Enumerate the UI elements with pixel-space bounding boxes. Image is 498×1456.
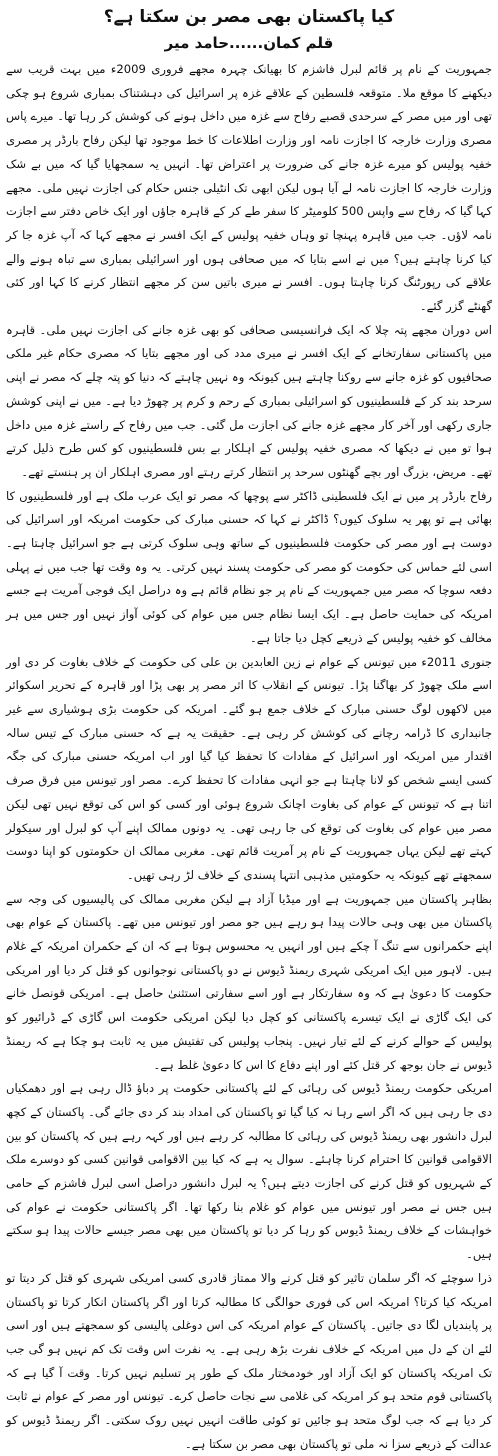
article-paragraph: جمہوریت کے نام پر قائم لبرل فاشزم کا بھیانک چہرہ مجھے فروری 2009ء میں بہت قریب سے دیکھنے کا موقع ملا۔ متوقعہ فلسطین کے علاقے غزہ پر اسرائیل کی دہشتناک بمباری شروع ہو چکی تھی اور میں مصر کے سرحدی قصبے رفاح سے غزہ میں داخل ہونے کی کوشش کر رہا تھا۔ میرے پاس مصری وزارت خارجہ کا اجازت نامہ اور وزارت اطلاعات کا خط موجود تھا لیکن رفاح بارڈر پر مصری خفیہ پولیس کو میرے غزہ جانے کی ضرورت پر اعتراض تھا۔ انہیں یہ سمجھایا گیا کہ میں بے شک وزارت خارجہ کا اجازت نامہ لے آیا ہوں لیکن ابھی تک انٹیلی جنس حکام کی اجازت نہیں ملی۔ مجھے کہا گیا کہ رفاح سے واپس 500 کلومیٹر کا سفر طے کر کے قاہرہ جاؤں اور ایک خاص دفتر سے اجازت نامہ لاؤں۔ جب میں قاہرہ پہنچا تو وہاں خفیہ پولیس کے ایک افسر نے مجھے کہا کہ آپ غزہ جا کر کیا کرنا چاہتے ہیں؟ میں نے اسے بتایا کہ میں صحافی ہوں اور اسرائیلی بمباری سے تباہ ہونے والے علاقے کی رپورٹنگ کرنا چاہتا ہوں۔ افسر نے میری باتیں سن کر مجھے انتظار کرنے کا کہا اور کئی گھنٹے گزر گئے۔ [6,62,492,314]
article-paragraph: ذرا سوچئے کہ اگر سلمان تاثیر کو قتل کرنے والا ممتاز قادری کسی امریکی شہری کو قتل کر دیتا تو امریکہ کیا کرتا؟ امریکہ اس کی فوری حوالگی کا مطالبہ کرتا اور اگر پاکستان انکار کرتا تو پاکستان پر پابندیاں لگا دی جاتیں۔ پاکستان کے عوام امریکہ کی اس دوغلی پالیسی کو سمجھتے ہیں اور اسی لئے ان کے دل میں امریکہ کے خلاف نفرت بڑھ رہی ہے۔ یہ نفرت اس وقت تک کم نہیں ہو گی جب تک امریکہ پاکستان کو ایک آزاد اور خودمختار ملک کے طور پر تسلیم نہیں کرتا۔ وقت آ گیا ہے کہ پاکستانی قوم متحد ہو کر امریکہ کی غلامی سے نجات حاصل کرے۔ تیونس اور مصر کے عوام نے ثابت کر دیا ہے کہ جب لوگ متحد ہو جائیں تو کوئی طاقت انہیں نہیں روک سکتی۔ اگر ریمنڈ ڈیوس کو عدالت کے ذریعے سزا نہ ملی تو پاکستان بھی مصر بن سکتا ہے۔ [6,1270,492,1451]
article-paragraph: امریکی حکومت ریمنڈ ڈیوس کی رہائی کے لئے پاکستانی حکومت پر دباؤ ڈال رہی ہے اور دھمکیاں دی جا رہی ہیں کہ اگر اسے رہا نہ کیا گیا تو پاکستان کی امداد بند کر دی جائے گی۔ پاکستان کے کچھ لبرل دانشور بھی ریمنڈ ڈیوس کی رہائی کا مطالبہ کر رہے ہیں اور کہہ رہے ہیں کہ پاکستان کو بین الاقوامی قوانین کا احترام کرنا چاہئے۔ سوال یہ ہے کہ کیا بین الاقوامی قوانین کسی کو دوسرے ملک کے شہریوں کو قتل کرنے کی اجازت دیتے ہیں؟ یہ لبرل دانشور دراصل اسی لبرل فاشزم کے حامی ہیں جس نے مصر اور تیونس میں عوام کو غلام بنا رکھا تھا۔ اگر پاکستانی حکومت نے عوام کی خواہشات کے خلاف ریمنڈ ڈیوس کو رہا کر دیا تو پاکستان میں بھی مصر جیسے حالات پیدا ہو سکتے ہیں۔ [6,1081,492,1262]
article-byline: قلم کمان......حامد میر [164,34,334,52]
article-paragraph: اس دوران مجھے پتہ چلا کہ ایک فرانسیسی صحافی کو بھی غزہ جانے کی اجازت نہیں ملی۔ قاہرہ میں پاکستانی سفارتخانے کے ایک افسر نے میری مدد کی اور مجھے بتایا کہ مصری حکام غیر ملکی صحافیوں کو غزہ جانے سے روکنا چاہتے ہیں کیونکہ وہ نہیں چاہتے کہ دنیا کو پتہ چلے کہ مصر نے اپنی سرحد بند کر کے فلسطینیوں کو اسرائیلی بمباری کے رحم و کرم پر چھوڑ دیا ہے۔ میں نے اپنی کوشش جاری رکھی اور آخر کار مجھے غزہ جانے کی اجازت مل گئی۔ جب میں رفاح کے راستے غزہ میں داخل ہوا تو میں نے دیکھا کہ مصری خفیہ پولیس کے اہلکار بے بس فلسطینیوں کو کس طرح ذلیل کرتے تھے۔ مریض، بزرگ اور بچے گھنٹوں سرحد پر انتظار کرتے رہتے اور مصری اہلکار ان پر ہنستے تھے۔ [6,322,492,479]
article-body [6,58,492,1456]
article-headline: کیا پاکستان بھی مصر بن سکتا ہے؟ [103,7,395,27]
article-paragraph: جنوری 2011ء میں تیونس کے عوام نے زین العابدین بن علی کی حکومت کے خلاف بغاوت کر دی اور اسے ملک چھوڑ کر بھاگنا پڑا۔ تیونس کے انقلاب کا اثر مصر پر بھی پڑا اور قاہرہ کے تحریر اسکوائر میں لاکھوں لوگ حسنی مبارک کے خلاف جمع ہو گئے۔ امریکہ کی حکومت بڑی ہوشیاری سے غیر جانبداری کا ڈرامہ رچانے کی کوشش کر رہی ہے۔ حقیقت یہ ہے کہ حسنی مبارک کے تیس سالہ اقتدار میں امریکہ اور اسرائیل کے مفادات کا تحفظ کیا گیا اور اب امریکہ حسنی مبارک کی جگہ کسی ایسے شخص کو لانا چاہتا ہے جو انہی مفادات کا تحفظ کرے۔ مصر اور تیونس میں فرق صرف اتنا ہے کہ تیونس کے عوام کی بغاوت اچانک شروع ہوئی اور کسی کو اس کی توقع نہیں تھی لیکن مصر میں عوام کی بغاوت کی توقع کی جا رہی تھی۔ یہ دونوں ممالک اپنے آپ کو لبرل اور سیکولر کہتے تھے لیکن یہاں جمہوریت کے نام پر آمریت قائم تھی۔ مغربی ممالک ان حکومتوں کو اپنا دوست سمجھتے تھے کیونکہ یہ حکومتیں مذہبی انتہا پسندی کے خلاف لڑ رہی تھیں۔ [6,654,492,882]
article-paragraph: رفاح بارڈر پر میں نے ایک فلسطینی ڈاکٹر سے پوچھا کہ مصر تو ایک عرب ملک ہے اور فلسطینیوں کا بھائی ہے تو پھر یہ سلوک کیوں؟ ڈاکٹر نے کہا کہ حسنی مبارک کی حکومت امریکہ اور اسرائیل کی دوست ہے اور مصر کی حکومت فلسطینیوں کے ساتھ وہی سلوک کرتی ہے جو اسرائیل چاہتا ہے۔ اسی لئے حماس کی حکومت کو مصر کی حکومت پسند نہیں کرتی۔ یہ وہ وقت تھا جب میں نے پہلی دفعہ سوچا کہ مصر میں جمہوریت کے نام پر جو نظام قائم ہے وہ دراصل ایک فوجی آمریت ہے جسے امریکہ کی حمایت حاصل ہے۔ ایک ایسا نظام جس میں عوام کی کوئی آواز نہیں اور جس میں ہر مخالف کو خفیہ پولیس کے ذریعے کچل دیا جاتا ہے۔ [6,488,492,645]
article-paragraph: بظاہر پاکستان میں جمہوریت ہے اور میڈیا آزاد ہے لیکن مغربی ممالک کی پالیسیوں کی وجہ سے پاکستان میں بھی وہی حالات پیدا ہو رہے ہیں جو مصر اور تیونس میں تھے۔ پاکستان کے عوام بھی اپنے حکمرانوں سے تنگ آ چکے ہیں اور انہیں یہ محسوس ہوتا ہے کہ ان کے حکمران امریکہ کے غلام ہیں۔ لاہور میں ایک امریکی شہری ریمنڈ ڈیوس نے دو پاکستانی نوجوانوں کو قتل کر دیا اور امریکی حکومت کا دعویٰ ہے کہ وہ سفارتکار ہے اور اسے سفارتی استثنیٰ حاصل ہے۔ امریکی قونصل خانے کی ایک گاڑی نے ایک تیسرے پاکستانی کو کچل دیا لیکن امریکی حکومت اس گاڑی کے ڈرائیور کو پولیس کے حوالے کرنے کے لئے تیار نہیں۔ پنجاب پولیس کی تفتیش میں یہ ثابت ہو چکا ہے کہ ریمنڈ ڈیوس نے جان بوجھ کر قتل کئے اور اپنے دفاع کا اس کا دعویٰ غلط ہے۔ [6,891,492,1072]
